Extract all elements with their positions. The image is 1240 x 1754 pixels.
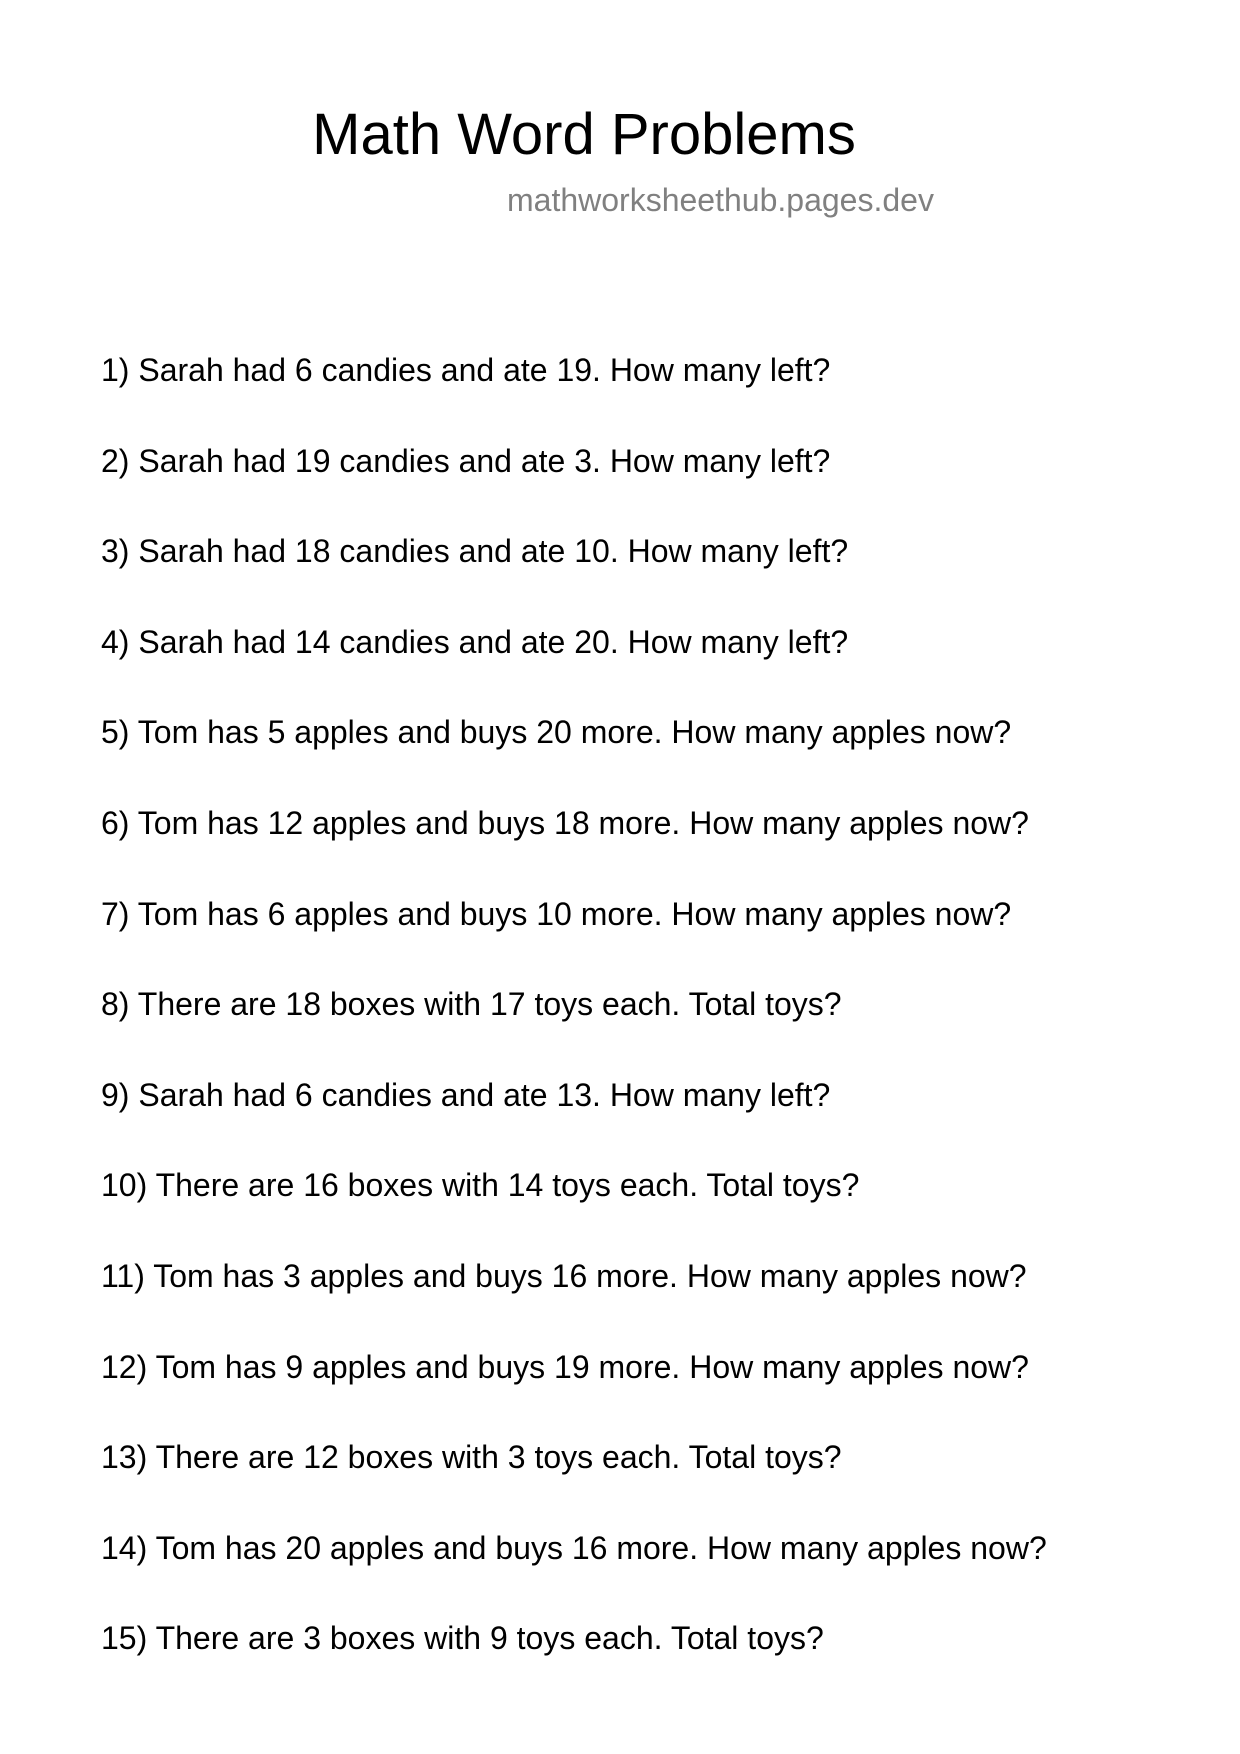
problem-item: 6) Tom has 12 apples and buys 18 more. How many apples now? [101,804,1029,841]
problem-item: 5) Tom has 5 apples and buys 20 more. How many apples now? [101,714,1012,751]
problem-item: 9) Sarah had 6 candies and ate 13. How many left? [101,1076,831,1113]
problem-item: 13) There are 12 boxes with 3 toys each. Total toys? [101,1439,842,1476]
problem-item: 8) There are 18 boxes with 17 toys each. Total toys? [101,986,842,1023]
problem-item: 11) Tom has 3 apples and buys 16 more. How many apples now? [101,1257,1027,1294]
problem-item: 7) Tom has 6 apples and buys 10 more. How many apples now? [101,895,1012,932]
source-url: mathworksheethub.pages.dev [507,182,934,218]
problem-item: 12) Tom has 9 apples and buys 19 more. How many apples now? [101,1348,1029,1385]
problem-item: 15) There are 3 boxes with 9 toys each. Total toys? [101,1620,824,1657]
problem-item: 14) Tom has 20 apples and buys 16 more. How many apples now? [101,1529,1047,1566]
problem-item: 1) Sarah had 6 candies and ate 19. How many left? [101,352,831,388]
problem-item: 3) Sarah had 18 candies and ate 10. How many left? [101,533,849,570]
problem-item: 4) Sarah had 14 candies and ate 20. How many left? [101,623,849,660]
problem-item: 2) Sarah had 19 candies and ate 3. How many left? [101,442,831,479]
problem-list [101,350,1047,1709]
problem-item: 10) There are 16 boxes with 14 toys each. Total toys? [101,1167,860,1204]
page-title: Math Word Problems [312,102,856,167]
